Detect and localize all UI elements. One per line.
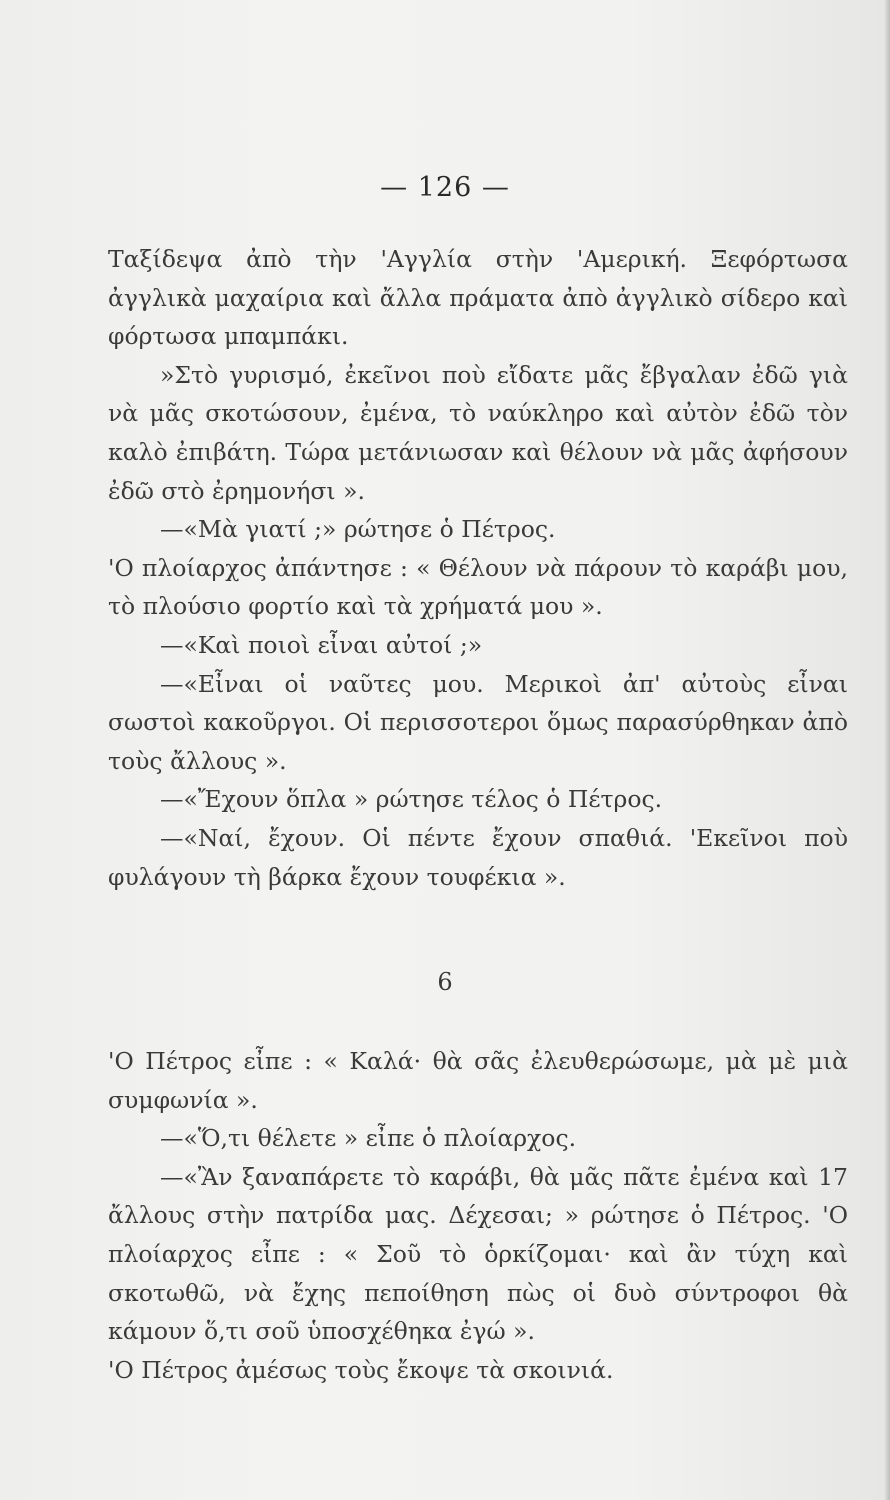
paragraph: Ταξίδεψα ἀπὸ τὴν 'Αγγλία στὴν 'Αμερική. Ξεφόρτωσα ἀγγλικὰ μαχαίρια καὶ ἄλλα πράματα ἀπὸ ἀγγλικὸ σίδερο καὶ φόρτωσα μπαμπάκι. xyxy=(108,245,848,351)
text-block-upper xyxy=(108,240,848,896)
paragraph: »Στὸ γυρισμό, ἐκεῖνοι ποὺ εἴδατε μᾶς ἔβγαλαν ἐδῶ γιὰ νὰ μᾶς σκοτώσουν, ἐμένα, τὸ ναύκληρο καὶ αὐτὸν ἐδῶ τὸν καλὸ ἐπιβάτη. Τώρα μετάνιωσαν καὶ θέλουν νὰ μᾶς ἀφήσουν ἐδῶ στὸ ἐρημονήσι ». xyxy=(108,360,848,505)
paragraph: —«Καὶ ποιοὶ εἶναι αὐτοί ;» xyxy=(160,630,483,659)
page-number: — 126 — xyxy=(380,172,510,203)
section-number: 6 xyxy=(437,968,453,996)
text-block-lower xyxy=(108,1042,848,1389)
paragraph: —«Ναί, ἔχουν. Οἱ πέντε ἔχουν σπαθιά. 'Εκεῖνοι ποὺ φυλάγουν τὴ βάρκα ἔχουν τουφέκια ». xyxy=(108,823,848,891)
paragraph: 'Ο Πέτρος ἀμέσως τοὺς ἔκοψε τὰ σκοινιά. xyxy=(108,1355,614,1384)
paragraph: —«Εἶναι οἱ ναῦτες μου. Μερικοὶ ἀπ' αὐτοὺς εἶναι σωστοὶ κακοῦργοι. Οἱ περισσοτεροι ὅμως παρασύρθηκαν ἀπὸ τοὺς ἄλλους ». xyxy=(108,669,848,775)
paragraph: —«Μὰ γιατί ;» ρώτησε ὁ Πέτρος. xyxy=(160,515,556,544)
page-edge-shadow xyxy=(884,0,890,1500)
paragraph: —«Ἔχουν ὅπλα » ρώτησε τέλος ὁ Πέτρος. xyxy=(160,785,663,814)
paragraph: 'Ο πλοίαρχος ἀπάντησε : « Θέλουν νὰ πάρουν τὸ καράβι μου, τὸ πλούσιο φορτίο καὶ τὰ χρήματά μου ». xyxy=(108,553,848,621)
paragraph: —«Ἂν ξαναπάρετε τὸ καράβι, θὰ μᾶς πᾶτε ἐμένα καὶ 17 ἄλλους στὴν πατρίδα μας. Δέχεσαι; » ρώτησε ὁ Πέτρος. 'Ο πλοίαρχος εἶπε : « Σοῦ τὸ ὁρκίζομαι· καὶ ἂν τύχη καὶ σκοτωθῶ, νὰ ἔχης πεποίθηση πὼς οἱ δυὸ σύντροφοι θὰ κάμουν ὅ,τι σοῦ ὑποσχέθηκα ἐγώ ». xyxy=(108,1162,848,1346)
paragraph: 'Ο Πέτρος εἶπε : « Καλά· θὰ σᾶς ἐλευθερώσωμε, μὰ μὲ μιὰ συμφωνία ». xyxy=(108,1047,848,1114)
paragraph: —«Ὅ,τι θέλετε » εἶπε ὁ πλοίαρχος. xyxy=(160,1124,577,1153)
